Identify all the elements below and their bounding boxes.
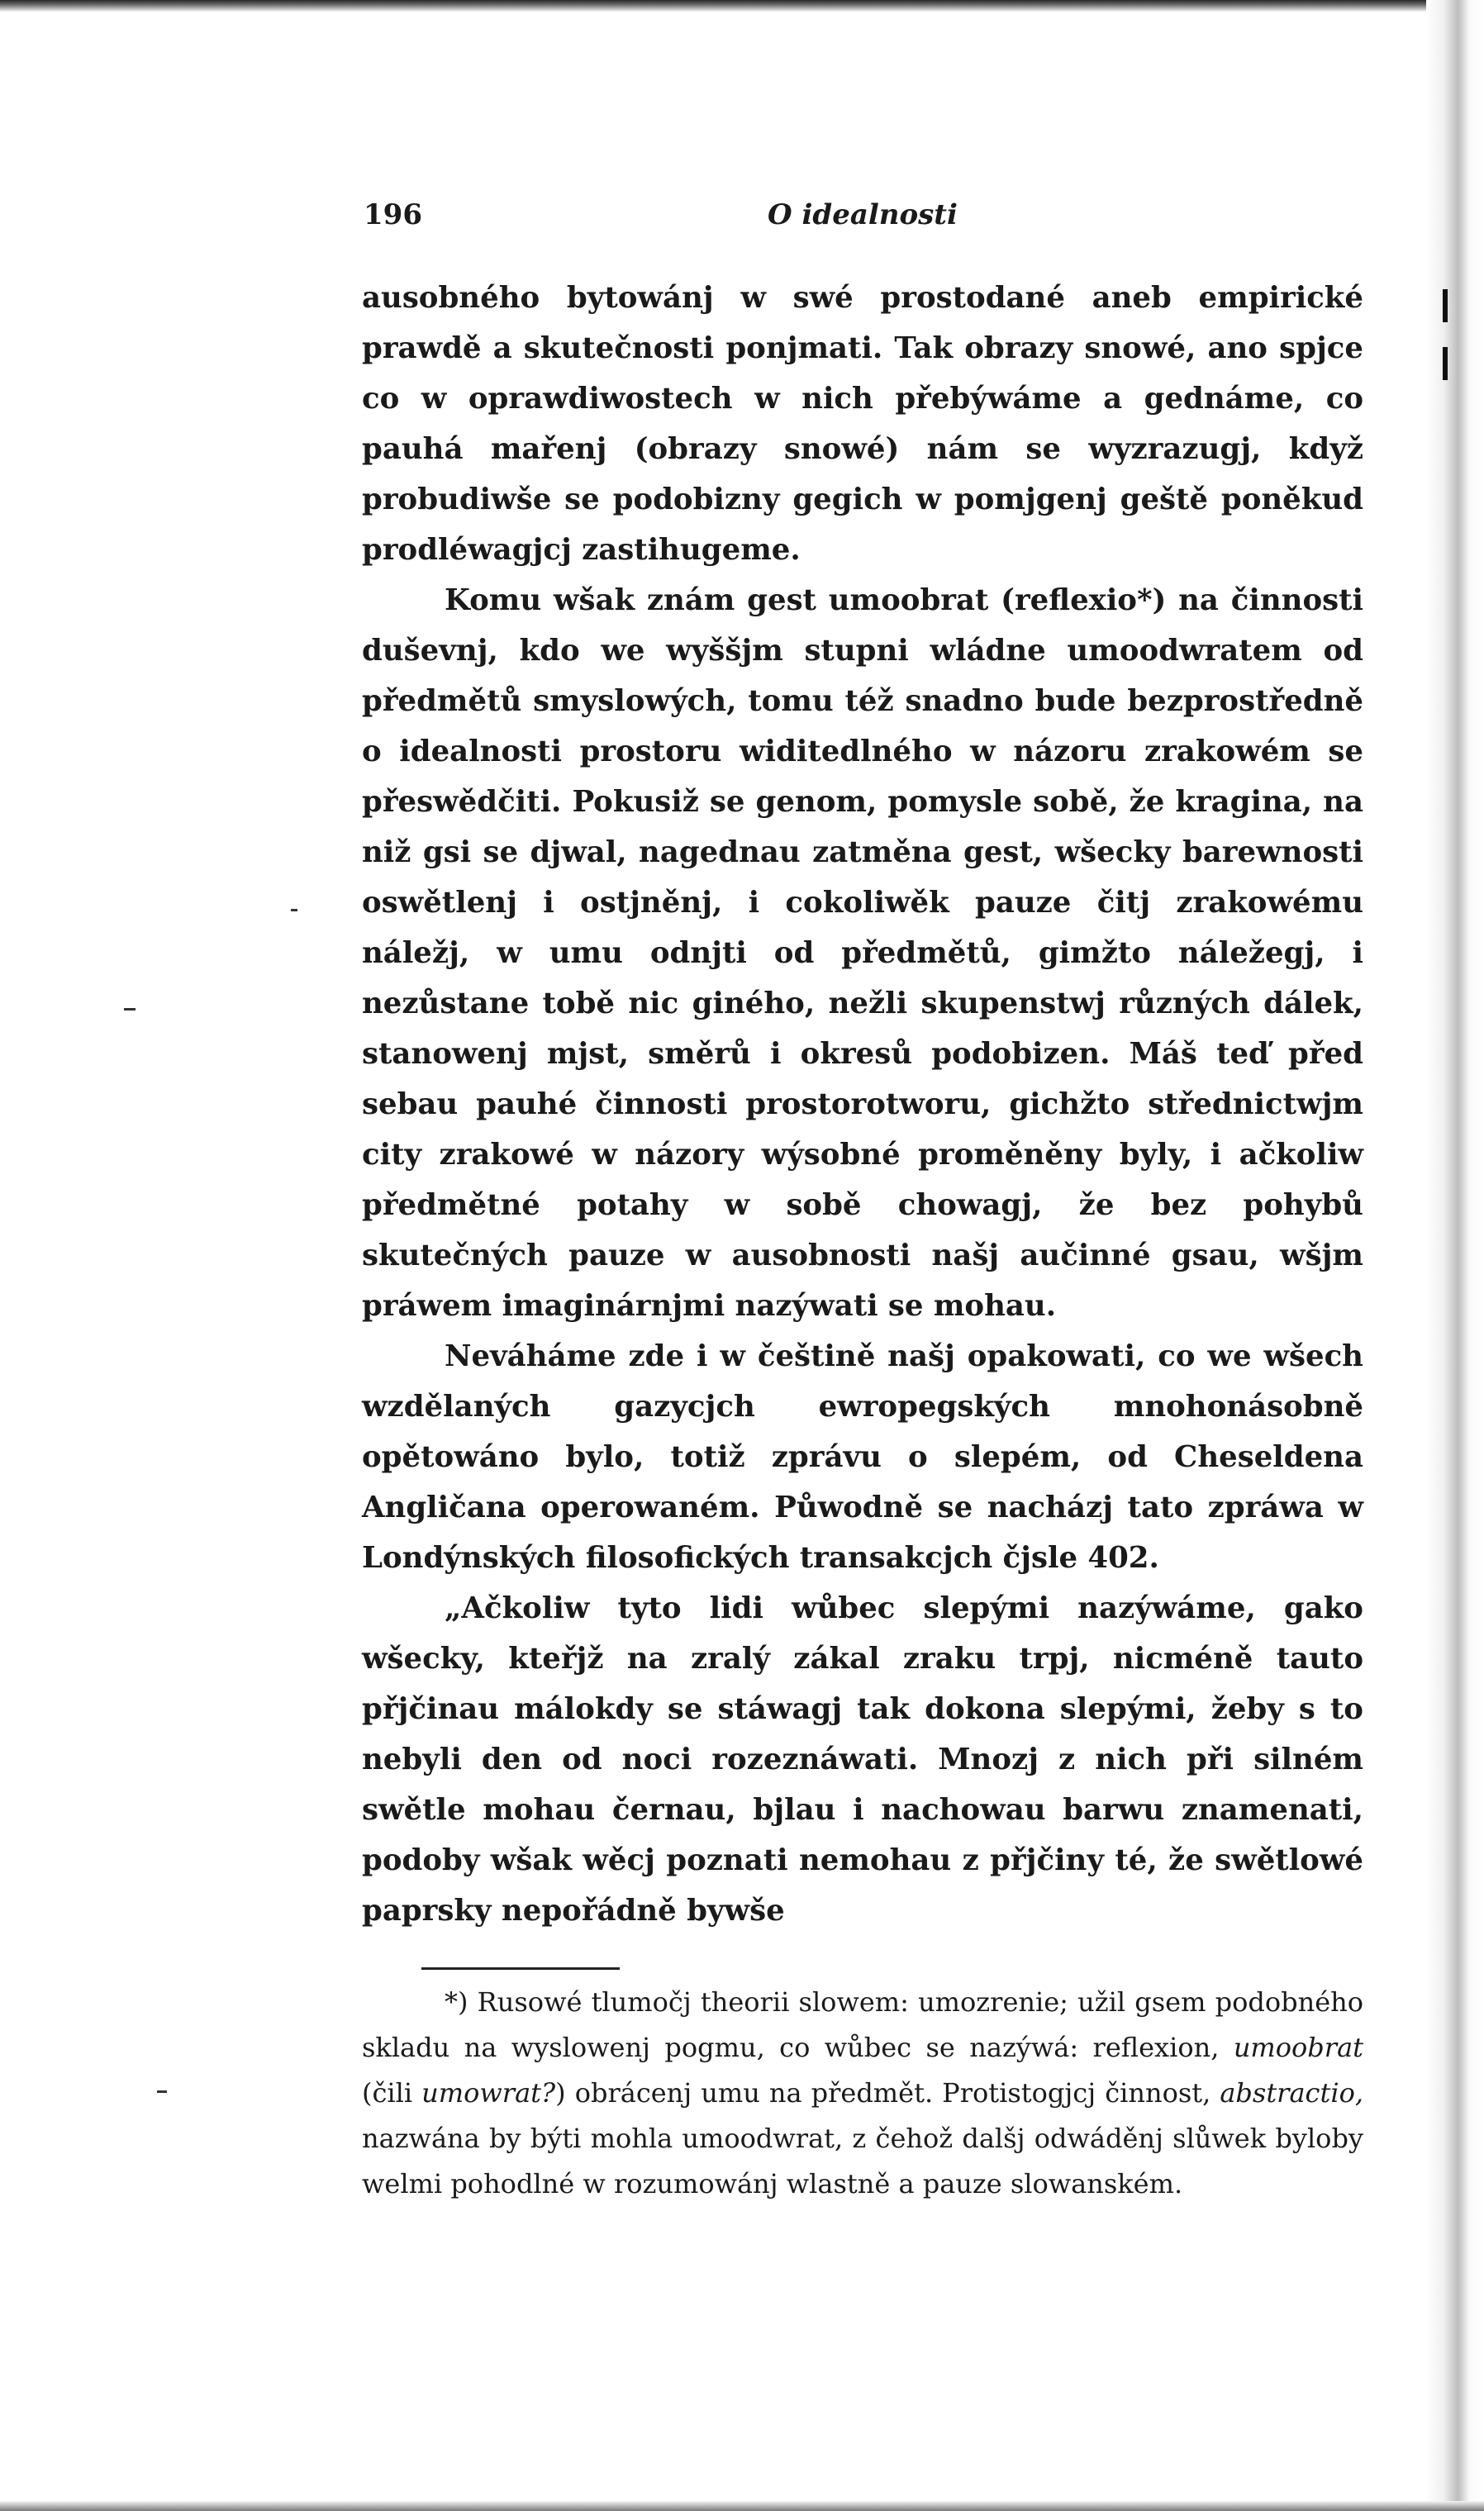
scan-artifact [1443,289,1448,322]
footnotes [362,1980,1363,2207]
scan-speck [124,1008,136,1011]
footnote-marker: *) [445,1986,469,2018]
footnote-text: (čili [362,2077,413,2109]
paragraph: ausobného bytowánj w swé prostodané aneb empirické prawdě a skutečnosti ponjmati. Tak obrazy snowé, ano spjce co w oprawdiwostech w nich přebýwáme a gednáme, co pauhá mařenj (obrazy snowé) nám se wyzrazugj, když probudiwše se podobizny gegich w pomjgenj geště poněkud prodléwagjcj zastihugeme. [362,281,1363,567]
scan-artifact [1443,347,1448,380]
page-number: 196 [364,198,422,231]
page-content [362,198,1363,2207]
footnote-text: Rusowé tlumočj theorii slowem: umozrenie; užil gsem podobného skladu na wyslowenj pogmu, co wůbec se nazýwá: reflexion, [362,1986,1364,2063]
footnote-term: umoobrat [1233,2032,1364,2063]
footnote-text: ) obrácenj umu na předmět. Protistogjcj činnost, [555,2077,1211,2109]
page-header [362,198,1363,248]
body-text [362,273,1363,1936]
running-title: O idealnosti [768,198,958,231]
paragraph: Komu wšak znám gest umoobrat (reflexio*) na činnosti duševnj, kdo we wyššjm stupni wládne umoodwratem od předmětů smyslowých, tomu též snadno bude bezprostředně o idealnosti prostoru widitedlného w názoru zrakowém se přeswědčiti. Pokusiž se genom, pomysle sobě, že kragina, na niž gsi se djwal, nagednau zatměna gest, wšecky barewnosti oswětlenj i ostjněnj, i cokoliwěk pauze čitj zrakowému náležj, w umu odnjti od předmětů, gimžto náležegj, i nezůstane tobě nic giného, nežli skupenstwj různých dálek, stanowenj mjst, směrů i okresů podobizen. Máš teď před sebau pauhé činnosti prostorotworu, gichžto střednictwjm city zrakowé w názory wýsobné proměněny byly, i ačkoliw předmětné potahy w sobě chowagj, že bez pohybů skutečných pauze w ausobnosti našj aučinné gsau, wšjm práwem imaginárnjmi nazýwati se mohau. [362,583,1363,1323]
paragraph: Neváháme zde i w češtině našj opakowati, co we wšech wzdělaných gazycjch ewropegských mnohonásobně opětowáno bylo, totiž zprávu o slepém, od Cheseldena Angličana operowaném. Půwodně se nacházj tato zpráwa w Londýnských filosofických transakcjch čjsle 402. [362,1339,1363,1575]
footnote-divider [421,1967,620,1970]
footnote [362,1980,1363,2207]
scan-edge-bottom [0,2501,1484,2511]
scan-edge-right [1426,0,1484,2511]
footnote-text: nazwána by býti mohla umoodwrat, z čehož dalšj odwáděnj slůwek byloby welmi pohodlné w rozumowánj wlastně a pauze slowanském. [362,2123,1363,2200]
scan-speck [291,909,297,911]
footnote-term: umowrat? [421,2077,556,2109]
scan-speck [157,2090,167,2093]
scan-edge-top [0,0,1484,12]
footnote-term: abstractio, [1220,2077,1363,2109]
paragraph: „Ačkoliw tyto lidi wůbec slepými nazýwáme, gako wšecky, kteřjž na zralý zákal zraku trpj, nicméně tauto přjčinau málokdy se stáwagj tak dokona slepými, žeby s to nebyli den od noci rozeznáwati. Mnozj z nich při silném swětle mohau černau, bjlau i nachowau barwu znamenati, podoby wšak wěcj poznati nemohau z přjčiny té, že swětlowé paprsky nepořádně bywše [362,1591,1363,1928]
